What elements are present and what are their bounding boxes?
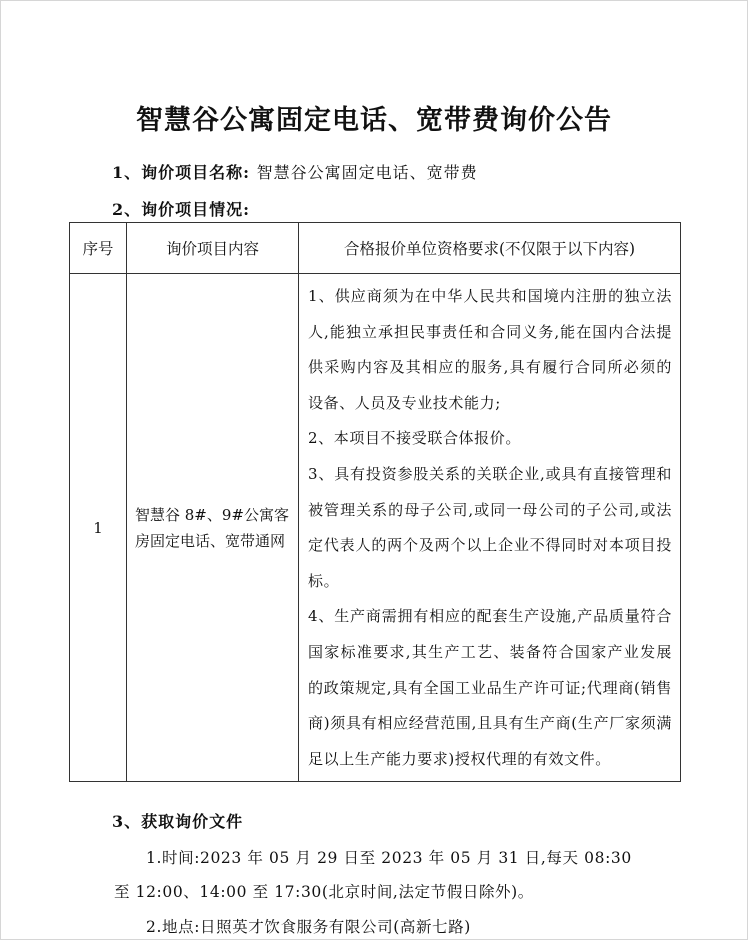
location-line: 2.地点:日照英才饮食服务有限公司(高新七路) <box>146 918 471 936</box>
project-name: 智慧谷公寓固定电话、宽带费 <box>256 163 478 182</box>
row-no: 1 <box>70 274 127 782</box>
header-no: 序号 <box>70 223 127 274</box>
row-item: 智慧谷 8#、9#公寓客房固定电话、宽带通网 <box>127 274 299 782</box>
requirement-2: 2、本项目不接受联合体报价。 <box>308 429 521 448</box>
section-3-heading: 3、获取询价文件 <box>112 812 244 831</box>
section-2-heading: 2、询价项目情况: <box>112 200 251 219</box>
time-line-1: 1.时间:2023 年 05 月 29 日至 2023 年 05 月 31 日,每天 08:30 <box>146 849 632 867</box>
header-requirements: 合格报价单位资格要求(不仅限于以下内容) <box>299 223 681 274</box>
table-row <box>70 274 681 782</box>
requirements-table <box>69 222 681 782</box>
section-1-label: 1、询价项目名称: <box>112 163 251 182</box>
requirement-4: 4、生产商需拥有相应的配套生产设施,产品质量符合国家标准要求,其生产工艺、装备符合国家产业发展的政策规定,具有全国工业品生产许可证;代理商(销售商)须具有相应经营范围,且具有生产商(生产厂家须满足以上生产能力要求)授权代理的有效文件。 <box>308 607 672 768</box>
time-line-2: 至 12:00、14:00 至 17:30(北京时间,法定节假日除外)。 <box>114 883 534 901</box>
table-header-row <box>70 223 681 274</box>
header-item: 询价项目内容 <box>127 223 299 274</box>
section-1-heading <box>112 160 478 183</box>
row-requirements <box>299 274 681 782</box>
document-title: 智慧谷公寓固定电话、宽带费询价公告 <box>136 105 612 136</box>
requirement-1: 1、供应商须为在中华人民共和国境内注册的独立法人,能独立承担民事责任和合同义务,能在国内合法提供采购内容及其相应的服务,具有履行合同所必须的设备、人员及专业技术能力; <box>308 287 672 412</box>
requirement-3: 3、具有投资参股关系的关联企业,或具有直接管理和被管理关系的母子公司,或同一母公司的子公司,或法定代表人的两个及两个以上企业不得同时对本项目投标。 <box>308 464 672 590</box>
